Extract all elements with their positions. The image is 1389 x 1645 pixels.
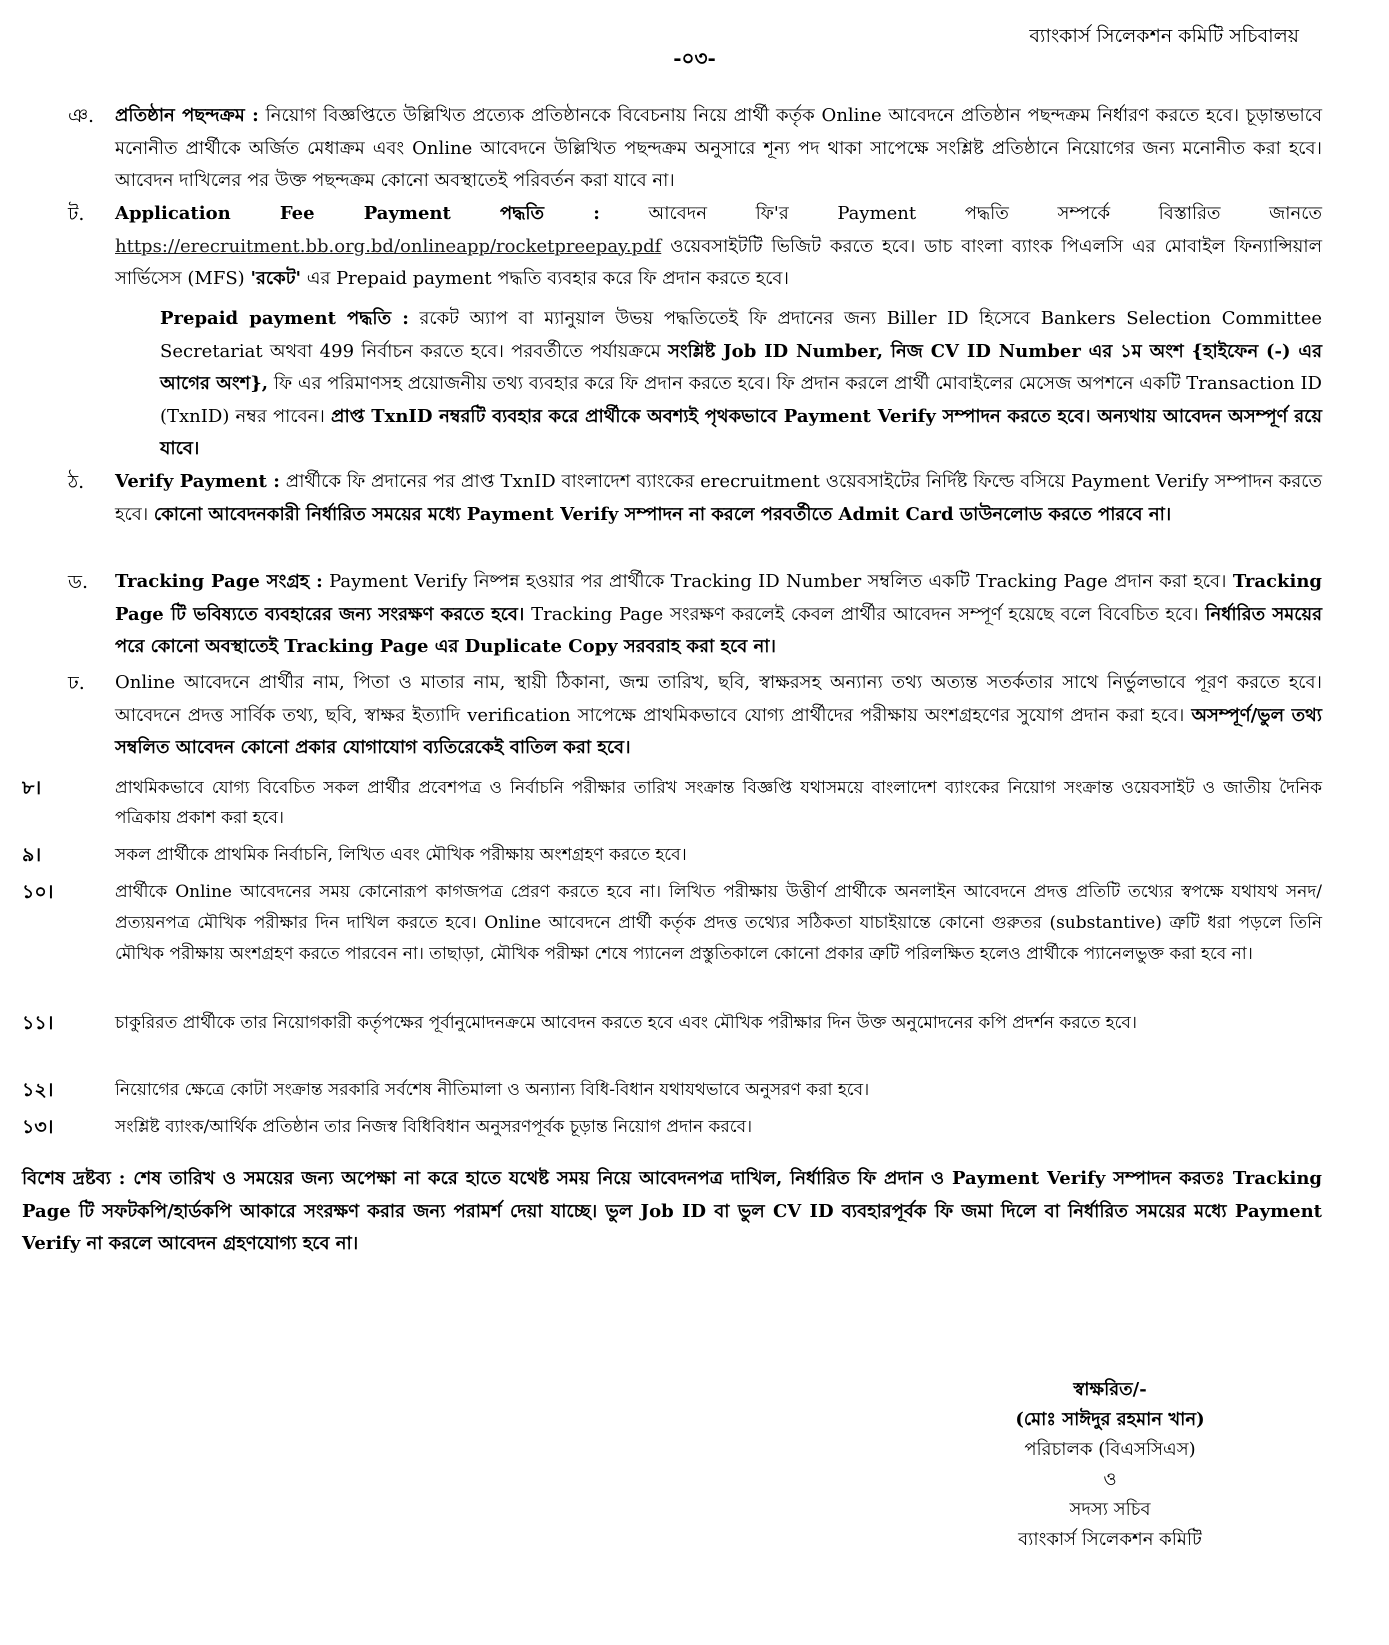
- item-body: চাকুরিরত প্রার্থীকে তার নিয়োগকারী কর্তৃপক্ষের পূর্বানুমোদনক্রমে আবেদন করতে হবে এবং মৌখিক পরীক্ষার দিন উক্ত অনুমোদনের কপি প্রদর্শন করতে হবে।: [115, 1013, 1137, 1033]
- item-13: [22, 1112, 1322, 1142]
- item-dha: [68, 667, 1322, 765]
- item-title: প্রতিষ্ঠান পছন্দক্রম :: [115, 105, 259, 126]
- item-bold: Tracking Page টি ভবিষ্যতে ব্যবহারের জন্য সংরক্ষণ করতে হবে।: [115, 571, 1323, 625]
- item-marker: ড.: [68, 571, 89, 593]
- item-da: [68, 566, 1323, 664]
- item-bold: অসম্পূর্ণ/ভুল তথ্য সম্বলিত আবেদন কোনো প্রকার যোগাযোগ ব্যতিরেকেই বাতিল করা হবে।: [115, 704, 1322, 758]
- item-marker: ঢ.: [68, 672, 85, 694]
- item-title: Application Fee Payment পদ্ধতি :: [115, 203, 600, 224]
- special-note: [22, 1163, 1322, 1261]
- item-marker: ৯।: [22, 844, 42, 866]
- item-prepaid: [160, 303, 1322, 466]
- item-bold: সংশ্লিষ্ট Job ID Number, নিজ CV ID Number এর ১ম অংশ {হাইফেন (-) এর আগের অংশ},: [160, 340, 1322, 394]
- header-org: ব্যাংকার্স সিলেকশন কমিটি সচিবালয়: [1029, 25, 1299, 47]
- item-body: প্রার্থীকে ফি প্রদানের পর প্রাপ্ত TxnID বাংলাদেশ ব্যাংকের erecruitment ওয়েবসাইটের নির্দিষ্ট ফিল্ডে বসিয়ে Payment Verify সম্পাদন করতে হবে।: [115, 471, 1322, 525]
- rocket-label: 'রকেট': [250, 268, 302, 289]
- item-body: Tracking Page সংরক্ষণ করলেই কেবল প্রার্থীর আবেদন সম্পূর্ণ হয়েছে বলে বিবেচিত হবে।: [531, 603, 1199, 625]
- note-text: বিশেষ দ্রষ্টব্য : শেষ তারিখ ও সময়ের জন্য অপেক্ষা না করে হাতে যথেষ্ট সময় নিয়ে আবেদনপত্র দাখিল, নির্ধারিত ফি প্রদান ও Payment Verify সম্পাদন করতঃ Tracking Page টি সফটকপি/হার্ডকপি আকারে সংরক্ষণ করার জন্য পরামর্শ দেয়া যাচ্ছে। ভুল Job ID বা ভুল CV ID ব্যবহারপূর্বক ফি জমা দিলে বা নির্ধারিত সময়ের মধ্যে Payment Verify না করলে আবেদন গ্রহণযোগ্য হবে না।: [22, 1168, 1322, 1254]
- item-body: নিয়োগ বিজ্ঞপ্তিতে উল্লিখিত প্রত্যেক প্রতিষ্ঠানকে বিবেচনায় নিয়ে প্রার্থী কর্তৃক Online আবেদনে প্রতিষ্ঠান পছন্দক্রম নির্ধারণ করতে হবে। চূড়ান্তভাবে মনোনীত প্রার্থীকে অর্জিত মেধাক্রম এবং Online আবেদনে উল্লিখিত পছন্দক্রম অনুসারে শূন্য পদ থাকা সাপেক্ষে সংশ্লিষ্ট প্রতিষ্ঠানে নিয়োগের জন্য মনোনীত করা হবে। আবেদন দাখিলের পর উক্ত পছন্দক্রম কোনো অবস্থাতেই পরিবর্তন করা যাবে না।: [115, 105, 1322, 191]
- signer-committee: ব্যাংকার্স সিলেকশন কমিটি: [1018, 1529, 1202, 1550]
- item-marker: ১৩।: [22, 1116, 54, 1138]
- signer-name: (মোঃ সাঈদুর রহমান খান): [1015, 1409, 1205, 1430]
- item-marker: ১২।: [22, 1079, 54, 1101]
- item-body: এর Prepaid payment পদ্ধতি ব্যবহার করে ফি প্রদান করতে হবে।: [306, 268, 789, 289]
- item-marker: ৮।: [22, 777, 42, 799]
- item-body: আবেদন ফি'র Payment পদ্ধতি সম্পর্কে বিস্তারিত জানতে: [648, 203, 1322, 224]
- item-9: [22, 840, 1322, 870]
- item-title: Prepaid payment পদ্ধতি :: [160, 308, 409, 329]
- item-body: প্রার্থীকে Online আবেদনের সময় কোনোরূপ কাগজপত্র প্রেরণ করতে হবে না। লিখিত পরীক্ষায় উত্তীর্ণ প্রার্থীকে অনলাইন আবেদনে প্রদত্ত প্রতিটি তথ্যের স্বপক্ষে যথাযথ সনদ/প্রত্যয়নপত্র মৌখিক পরীক্ষার দিন দাখিল করতে হবে। Online আবেদনে প্রার্থী কর্তৃক প্রদত্ত তথ্যের সঠিকতা যাচাইয়ান্তে কোনো গুরুতর (substantive) ত্রুটি ধরা পড়লে তিনি মৌখিক পরীক্ষায় অংশগ্রহণ করতে পারবেন না। তাছাড়া, মৌখিক পরীক্ষা শেষে প্যানেল প্রস্তুতিকালে কোনো প্রকার ত্রুটি পরিলক্ষিত হলেও প্রার্থীকে প্যানেলভুক্ত করা হবে না।: [115, 882, 1322, 964]
- page-number: -০৩-: [673, 46, 716, 70]
- item-title: Verify Payment :: [115, 471, 280, 492]
- item-body: Online আবেদনে প্রার্থীর নাম, পিতা ও মাতার নাম, স্থায়ী ঠিকানা, জন্ম তারিখ, ছবি, স্বাক্ষরসহ অন্যান্য তথ্য অত্যন্ত সতর্কতার সাথে নির্ভুলভাবে পূরণ করতে হবে। আবেদনে প্রদত্ত সার্বিক তথ্য, ছবি, স্বাক্ষর ইত্যাদি verification সাপেক্ষে প্রাথমিকভাবে যোগ্য প্রার্থীদের পরীক্ষায় অংশগ্রহণের সুযোগ প্রদান করা হবে।: [115, 672, 1322, 726]
- item-ta: [68, 198, 1322, 296]
- item-body: প্রাথমিকভাবে যোগ্য বিবেচিত সকল প্রার্থীর প্রবেশপত্র ও নির্বাচনি পরীক্ষার তারিখ সংক্রান্ত বিজ্ঞপ্তি যথাসময়ে বাংলাদেশ ব্যাংকের নিয়োগ সংক্রান্ত ওয়েবসাইট ও জাতীয় দৈনিক পত্রিকায় প্রকাশ করা হবে।: [115, 778, 1322, 828]
- item-marker: ১০।: [22, 881, 54, 903]
- item-11: [22, 1008, 1322, 1038]
- signature-block: [950, 1375, 1270, 1555]
- item-body: সকল প্রার্থীকে প্রাথমিক নির্বাচনি, লিখিত এবং মৌখিক পরীক্ষায় অংশগ্রহণ করতে হবে।: [115, 845, 687, 865]
- item-bold: নির্ধারিত সময়ের পরে কোনো অবস্থাতেই Tracking Page এর Duplicate Copy সরবরাহ করা হবে না।: [115, 603, 1322, 657]
- item-bold: কোনো আবেদনকারী নির্ধারিত সময়ের মধ্যে Payment Verify সম্পাদন না করলে পরবর্তীতে Admit Card ডাউনলোড করতে পারবে না।: [153, 503, 1172, 525]
- item-marker: ১১।: [22, 1012, 54, 1034]
- item-10: [22, 877, 1322, 970]
- item-body: সংশ্লিষ্ট ব্যাংক/আর্থিক প্রতিষ্ঠান তার নিজস্ব বিধিবিধান অনুসরণপূর্বক চূড়ান্ত নিয়োগ প্রদান করবে।: [115, 1117, 753, 1137]
- item-bold: প্রাপ্ত TxnID নম্বরটি ব্যবহার করে প্রার্থীকে অবশ্যই পৃথকভাবে Payment Verify সম্পাদন করতে হবে। অন্যথায় আবেদন অসম্পূর্ণ রয়ে যাবে।: [160, 405, 1322, 459]
- item-12: [22, 1075, 1322, 1105]
- item-body: ফি এর পরিমাণসহ প্রয়োজনীয় তথ্য ব্যবহার করে ফি প্রদান করতে হবে। ফি প্রদান করলে প্রার্থী মোবাইলের মেসেজ অপশনে একটি Transaction ID (TxnID) নম্বর পাবেন।: [160, 373, 1322, 427]
- item-nyo: [68, 100, 1322, 198]
- item-8: [22, 773, 1322, 833]
- rocket-fee-link[interactable]: https://erecruitment.bb.org.bd/onlineapp/rocketpreepay.pdf: [115, 235, 662, 257]
- signer-and: ও: [1103, 1469, 1117, 1490]
- item-body: রকেট অ্যাপ বা ম্যানুয়াল উভয় পদ্ধতিতেই ফি প্রদানের জন্য Biller ID হিসেবে Bankers Selection Committee Secretariat অথবা 499 নির্বাচন করতে হবে। পরবর্তীতে পর্যায়ক্রমে: [160, 308, 1322, 362]
- item-marker: ঞ.: [68, 105, 95, 127]
- item-body: নিয়োগের ক্ষেত্রে কোটা সংক্রান্ত সরকারি সর্বশেষ নীতিমালা ও অন্যান্য বিধি-বিধান যথাযথভাবে অনুসরণ করা হবে।: [115, 1080, 870, 1100]
- signed-label: স্বাক্ষরিত/-: [1073, 1379, 1147, 1400]
- item-marker: ট.: [68, 203, 85, 225]
- item-body: ওয়েবসাইটটি ভিজিট করতে হবে। ডাচ বাংলা ব্যাংক পিএলসি এর মোবাইল ফিন্যান্সিয়াল সার্ভিসেস (MFS): [115, 235, 1322, 289]
- item-marker: ঠ.: [68, 471, 85, 493]
- item-tha: [68, 466, 1322, 531]
- item-title: Tracking Page সংগ্রহ :: [115, 571, 323, 592]
- signer-role: সদস্য সচিব: [1069, 1499, 1151, 1520]
- signer-designation: পরিচালক (বিএসসিএস): [1024, 1439, 1196, 1460]
- item-body: Payment Verify নিষ্পন্ন হওয়ার পর প্রার্থীকে Tracking ID Number সম্বলিত একটি Tracking Page প্রদান করা হবে।: [329, 571, 1227, 592]
